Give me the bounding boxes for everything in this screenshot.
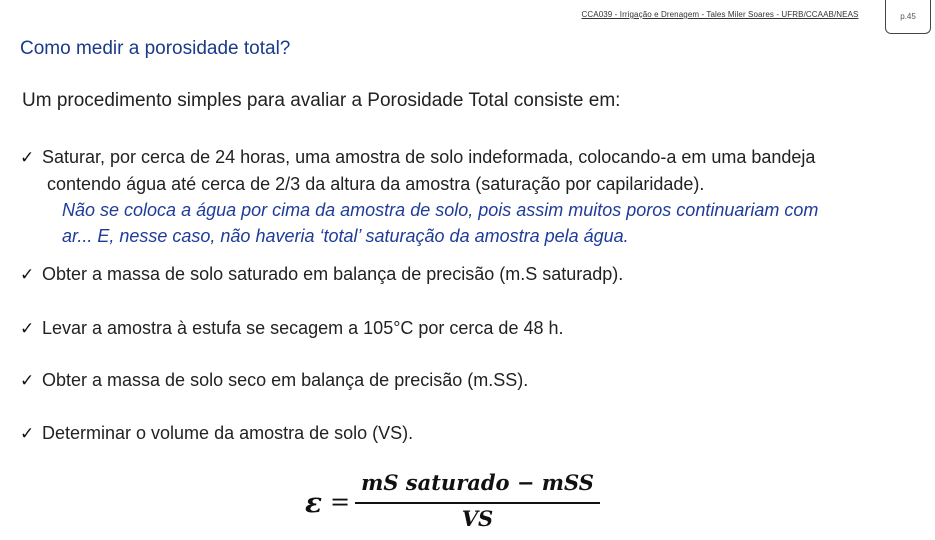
checkmark-icon: ✓ bbox=[20, 371, 35, 390]
slide-title: Como medir a porosidade total? bbox=[20, 38, 291, 59]
page-number-box: p.45 bbox=[885, 0, 931, 34]
list-item-text: Determinar o volume da amostra de solo (VS). bbox=[42, 423, 414, 443]
course-header: CCA039 - Irrigação e Drenagem - Tales Miler Soares - UFRB/CCAAB/NEAS bbox=[581, 10, 859, 19]
fraction-bar bbox=[355, 502, 600, 504]
list-item-text: Saturar, por cerca de 24 horas, uma amostra de solo indeformada, colocando-a em uma bandeja bbox=[42, 147, 816, 167]
list-item-dry-mass bbox=[20, 370, 528, 391]
intro-text: Um procedimento simples para avaliar a Porosidade Total consiste em: bbox=[22, 90, 621, 111]
note-text-line1: Não se coloca a água por cima da amostra de solo, pois assim muitos poros continuariam com bbox=[62, 200, 819, 220]
list-item-continuation: contendo água até cerca de 2/3 da altura da amostra (saturação por capilaridade). bbox=[47, 174, 705, 194]
list-item-oven bbox=[20, 318, 564, 339]
checkmark-icon: ✓ bbox=[20, 424, 35, 443]
formula-numerator: mS saturado − mSS bbox=[361, 470, 594, 495]
checkmark-icon: ✓ bbox=[20, 265, 35, 284]
porosity-formula bbox=[300, 468, 610, 534]
formula-denominator: VS bbox=[461, 506, 494, 531]
list-item-text: Obter a massa de solo seco em balança de precisão (m.SS). bbox=[42, 370, 529, 390]
list-item-text: Levar a amostra à estufa se secagem a 105°C por cerca de 48 h. bbox=[42, 318, 564, 338]
list-item-text: Obter a massa de solo saturado em balança de precisão (m.S saturadp). bbox=[42, 264, 624, 284]
checkmark-icon: ✓ bbox=[20, 319, 35, 338]
formula-lhs: ε bbox=[305, 486, 323, 519]
formula-equals: = bbox=[330, 488, 351, 516]
note-text-line2: ar... E, nesse caso, não haveria ‘total’ saturação da amostra pela água. bbox=[62, 226, 629, 246]
checkmark-icon: ✓ bbox=[20, 148, 35, 167]
list-item-saturate bbox=[20, 144, 818, 249]
list-item-line bbox=[20, 144, 818, 171]
list-item-volume bbox=[20, 423, 413, 444]
list-item-saturated-mass bbox=[20, 264, 623, 285]
